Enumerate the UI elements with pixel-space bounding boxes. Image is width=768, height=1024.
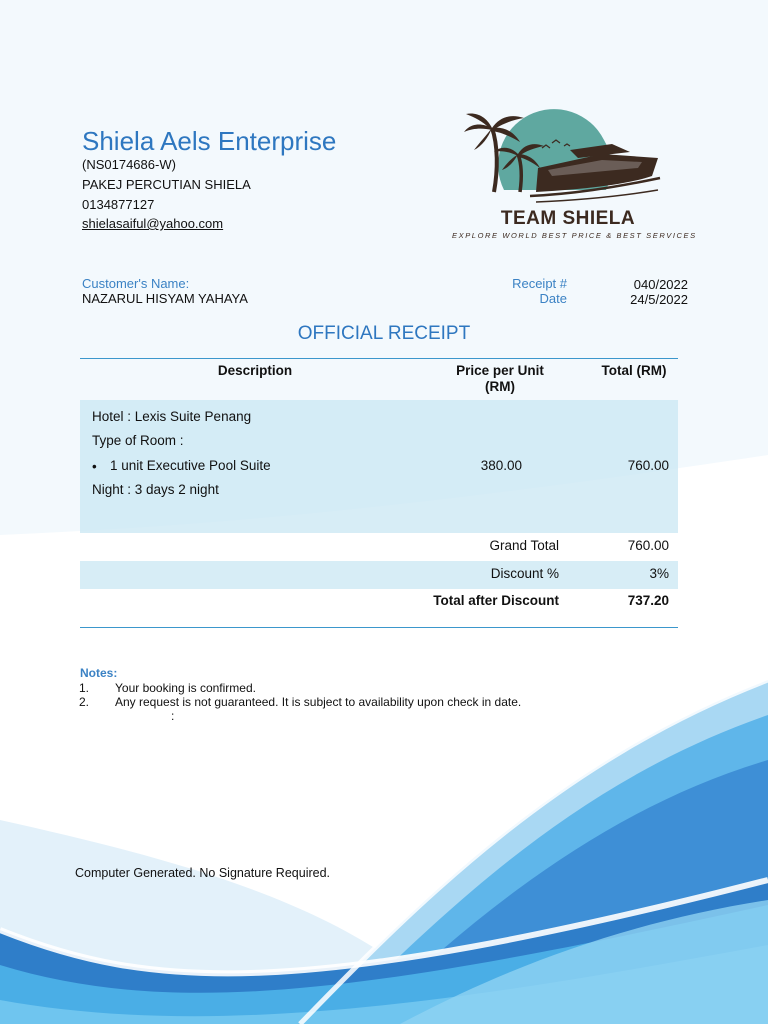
notes-trailing-colon: : xyxy=(171,709,175,723)
receipt-date: 24/5/2022 xyxy=(630,292,688,307)
item-nights: Night : 3 days 2 night xyxy=(92,482,219,497)
column-header-description: Description xyxy=(217,363,293,378)
item-hotel: Hotel : Lexis Suite Penang xyxy=(92,409,252,424)
logo-title: TEAM SHIELA xyxy=(500,208,636,229)
logo-subtitle: EXPLORE WORLD BEST PRICE & BEST SERVICES xyxy=(452,231,697,240)
table-bottom-rule xyxy=(80,627,678,628)
company-phone: 0134877127 xyxy=(82,197,155,212)
footer-note: Computer Generated. No Signature Required. xyxy=(75,866,331,880)
date-label: Date xyxy=(539,291,567,306)
company-registration: (NS0174686-W) xyxy=(82,157,176,172)
column-header-total: Total (RM) xyxy=(601,363,667,378)
table-top-rule xyxy=(80,358,678,359)
receipt-number: 040/2022 xyxy=(633,277,688,292)
customer-name-label: Customer's Name: xyxy=(82,276,190,291)
column-header-price-line1: Price per Unit xyxy=(456,363,544,378)
grand-total-label: Grand Total xyxy=(489,538,559,553)
item-unit-price: 380.00 xyxy=(480,458,522,473)
total-after-discount-label: Total after Discount xyxy=(433,593,559,608)
discount-value: 3% xyxy=(649,566,669,581)
company-tagline: PAKEJ PERCUTIAN SHIELA xyxy=(82,177,251,192)
customer-name: NAZARUL HISYAM YAHAYA xyxy=(82,291,248,306)
notes-title: Notes: xyxy=(80,666,118,680)
note-text: Your booking is confirmed. xyxy=(115,681,256,695)
item-room: 1 unit Executive Pool Suite xyxy=(110,458,271,473)
total-after-discount-value: 737.20 xyxy=(627,593,669,608)
company-name: Shiela Aels Enterprise xyxy=(82,126,337,156)
item-room-type-label: Type of Room : xyxy=(92,433,184,448)
bullet-icon: • xyxy=(92,459,97,474)
discount-label: Discount % xyxy=(490,566,559,581)
company-email-link[interactable]: shielasaiful@yahoo.com xyxy=(82,216,224,231)
note-text: Any request is not guaranteed. It is subject to availability upon check in date. xyxy=(115,695,522,709)
document-title: OFFICIAL RECEIPT xyxy=(297,323,471,344)
receipt-number-label: Receipt # xyxy=(512,276,567,291)
column-header-price-line2: (RM) xyxy=(485,379,515,394)
note-number: 1. xyxy=(79,681,90,695)
item-total: 760.00 xyxy=(627,458,669,473)
note-number: 2. xyxy=(79,695,90,709)
grand-total-value: 760.00 xyxy=(627,538,669,553)
